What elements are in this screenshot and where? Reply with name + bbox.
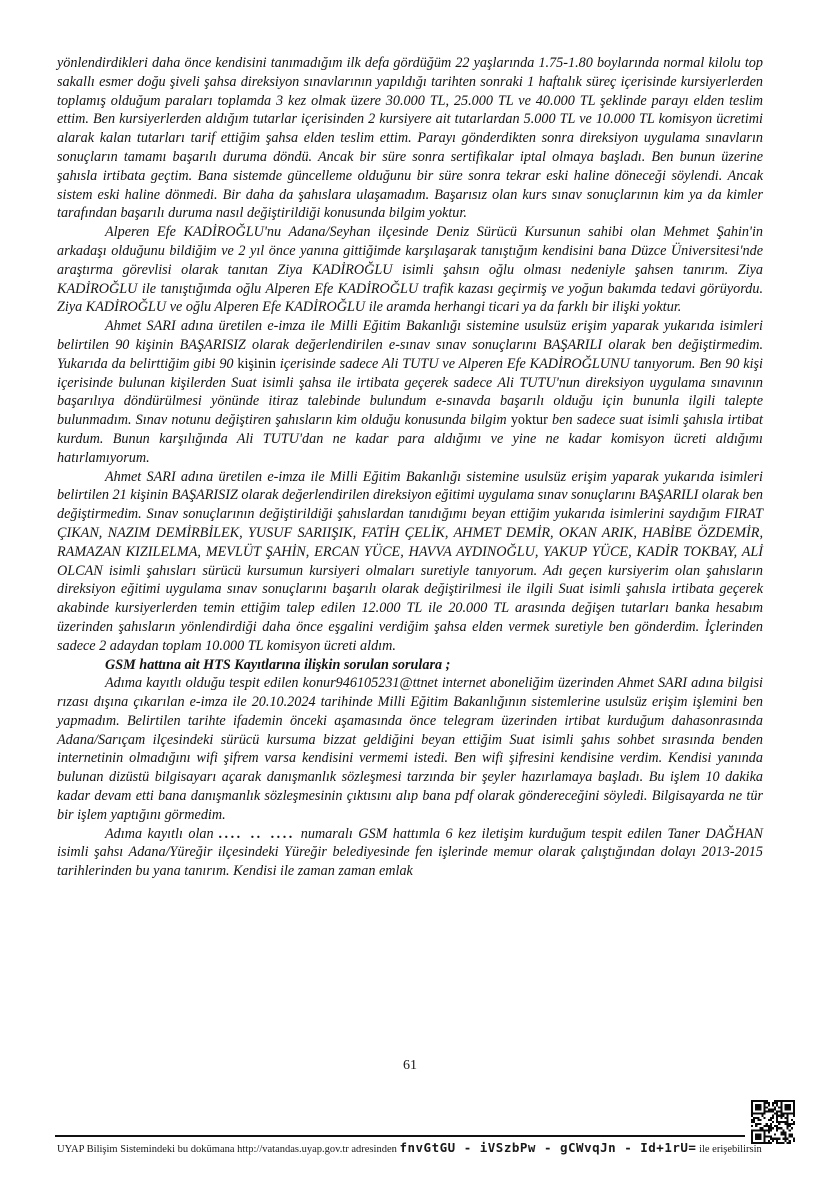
qr-code-svg bbox=[749, 1100, 797, 1144]
qr-code-icon bbox=[749, 1100, 797, 1144]
text-run-upright: yoktur bbox=[510, 412, 548, 429]
paragraph bbox=[57, 54, 763, 223]
text-run-redacted: .... .. .... bbox=[219, 825, 296, 842]
footer-divider bbox=[55, 1135, 745, 1137]
paragraph bbox=[57, 223, 763, 317]
text-run: Ahmet SARI adına üretilen e-imza ile Milli Eğitim Bakanlığı sistemine usulsüz erişim yaparak yukarıda isimleri belirtilen 21 kişinin BAŞARISIZ olarak değerlendirilen direksiyon eğitimi uygulama sınav sonuçlarını BAŞARILI olarak ben değiştirmedim. Sınav sonuçlarının değiştirildiği şahıslardan tanıdığımı beyan ettiğim yukarıda isimlerini saydığım FIRAT ÇIKAN, NAZIM DEMİRBİLEK, YUSUF SARIIŞIK, FATİH ÇELİK, AHMET DEMİR, OKAN ARIK, HABİBE ÖZDEMİR, RAMAZAN KIZILELMA, MEVLÜT ŞAHİN, ERCAN YÜCE, HAVVA AYDINOĞLU, YAKUP YÜCE, KADİR TOKBAY, ALİ OLCAN isimli şahısları sürücü kursumun kursiyeri olmaları suretiyle tanıyorum. Adı geçen kursiyerim olan şahısların direksiyon eğitimi uygulama sınav sonuçlarını başarılı olarak değiştirilmesi ile ilgili Suat isimli şahısla irtibata geçerek akabinde kursiyerlerden temin ettiğim talep edilen 12.000 TL ile 20.000 TL arasında değişen tutarları banka hesabım üzerinden şahısların yönlendirdiği daha önce eşgalini verdiğim şahsa elden vermek suretiyle ben gönderdim. İçlerinden sadece 2 adaydan toplam 10.000 TL komisyon ücreti aldım. bbox=[57, 468, 763, 654]
uyap-footer-suffix: ile erişebilirsin bbox=[699, 1144, 762, 1155]
text-run: Adıma kayıtlı olan bbox=[105, 825, 219, 842]
paragraph bbox=[57, 825, 763, 881]
document-body bbox=[57, 54, 763, 881]
text-run: Alperen Efe KADİROĞLU'nu Adana/Seyhan ilçesinde Deniz Sürücü Kursunun sahibi olan Mehmet Şahin'in arkadaşı olduğunu bildiğim ve 2 yıl önce yanına gittiğimde karşılaşarak tanıştığım kendisini bana Düzce Üniversitesi'nde araştırma görevlisi olarak tanıtan Ziya KADİROĞLU isimli şahsın oğlu olması nedeniyle şahsen tanırım. Ziya KADİROĞLU ile tanıştığımda oğlu Alperen Efe KADİROĞLU trafik kazası geçirmiş ve yoğun bakımda tedavi görüyordu. Ziya KADİROĞLU ve oğlu Alperen Efe KADİROĞLU ile aramda herhangi ticari ya da farklı bir ilişki yoktur. bbox=[57, 224, 763, 316]
section-heading bbox=[57, 656, 763, 675]
text-run: içerisinde sadece Ali TUTU ve Alperen Efe KADİROĞLUNU tanıyorum. Ben 90 kişi içerisinde bulunan kişilerden Suat isimli şahsa ile irtibata geçerek sadece Ali TUTU'nun direksiyon uygulama sınavının başarılıya döndürülmesi yönünde itiraz talebinde bulundum e-sınavda başarılı olduğu için bununla ilgili talepte bulunmadım. Sınav notunu değiştiren şahısların kim olduğu konusunda bilgim bbox=[57, 355, 763, 429]
uyap-access-code: fnvGtGU - iVSzbPw - gCWvqJn - Id+1rU= bbox=[399, 1140, 697, 1155]
text-run: GSM hattına ait HTS Kayıtlarına ilişkin sorulan sorulara ; bbox=[105, 656, 451, 673]
uyap-footer-text: UYAP Bilişim Sistemindeki bu dokümana http://vatandas.uyap.gov.tr adresinden bbox=[57, 1144, 397, 1155]
text-run-upright: kişinin bbox=[237, 355, 277, 372]
paragraph bbox=[57, 317, 763, 467]
text-run: ben sadece suat isimli şahısla irtibat kurdum. Bunun karşılığında Ali TUTU'dan ne kadar para aldığımı ve yine ne kadar komisyon ücreti aldığımı hatırlamıyorum. bbox=[57, 412, 763, 466]
footer bbox=[57, 1140, 762, 1155]
text-run: yönlendirdikleri daha önce kendisini tanımadığım ilk defa gördüğüm 22 yaşlarında 1.75-1.80 boylarında normal kilolu top sakallı esmer doğu şiveli şahsa direksiyon sınavlarının yapıldığı tarihten sonraki 1 haftalık süreç içerisinde kursiyerlerden toplamış olduğum paraları toplamda 3 kez olmak üzere 30.000 TL, 25.000 TL ve 40.000 TL şeklinde parayı elden teslim ettim. Ben kursiyerlerden aldığım tutarlar içerisinden 2 kursiyere ait tutarlardan 5.000 TL ve 10.000 TL komisyon ücretimi alarak kalan tutarları tarif ettiğim şahsa elden teslim ettim. Parayı gönderdikten sonra direksiyon uygulama sınavların sonuçların tamamı başarılı duruma döndü. Ancak bir süre sonra sertifikalar iptal olmaya başladı. Ben bunun üzerine şahısla irtibata geçtim. Bana sistemde güncelleme olduğunu bir süre sonra tekrar eski haline döneceği söylendi. Ancak sistem eski haline dönmedi. Bir daha da şahıslara ulaşamadım. Başarısız olan kurs sınav sonuçlarının kim ya da kimler tarafından başarılı duruma nasıl değiştirildiği konusunda bilgim yoktur. bbox=[57, 55, 763, 222]
text-run: numaralı GSM hattımla 6 kez iletişim kurduğum tespit edilen Taner DAĞHAN isimli şahsı Adana/Yüreğir ilçesindeki Yüreğir belediyesinde fen işlerinde memur olarak çalıştığından dolayı 2013-2015 tarihlerinden bu yana tanırım. Kendisi ile zaman zaman emlak bbox=[57, 825, 763, 880]
page-number: 61 bbox=[403, 1058, 417, 1073]
paragraph bbox=[57, 468, 763, 656]
text-run: Adıma kayıtlı olduğu tespit edilen konur946105231@ttnet internet aboneliğim üzerinden Ahmet SARI adına bilgisi rızası dışına çıkarılan e-imza ile 20.10.2024 tarihinde Milli Eğitim Bakanlığının sistemlerine usulsüz erişim işlemini ben yapmadım. Belirtilen tarihte ifademin önceki aşamasında önce telegram üzerinden irtibat kurduğum dahasonrasında Adana/Sarıçam ilçesindeki sürücü kursuma bizzat geldiğini beyan ettiğim Suat isimli şahıs sohbet sırasında benden internetinin olmadığını wifi şifrem varsa kendisini vermemi istedi. Ben wifi şifresini kendisine verdim. Kendisi yanında bulunan dizüstü bilgisayarı açarak danışmanlık sözleşmesi tarzında bir şeyler hazırlamaya başladı. Bu işlem 10 dakika kadar devam etti bana danışmanlık sözleşmesinin çıktısını alıp bana pdf olarak göndereceğini söyledi. Bilgisayarda ne tür bir işlem yaptığını görmedim. bbox=[57, 675, 763, 823]
paragraph bbox=[57, 674, 763, 824]
text-run: Ahmet SARI adına üretilen e-imza ile Milli Eğitim Bakanlığı sistemine usulsüz erişim yaparak yukarıda isimleri belirtilen 90 kişinin BAŞARISIZ olarak değerlendirilen e-sınav sınav sonuçlarını BAŞARILI olarak ben değiştirmedim. Yukarıda da belirttiğim gibi 90 bbox=[57, 318, 763, 372]
